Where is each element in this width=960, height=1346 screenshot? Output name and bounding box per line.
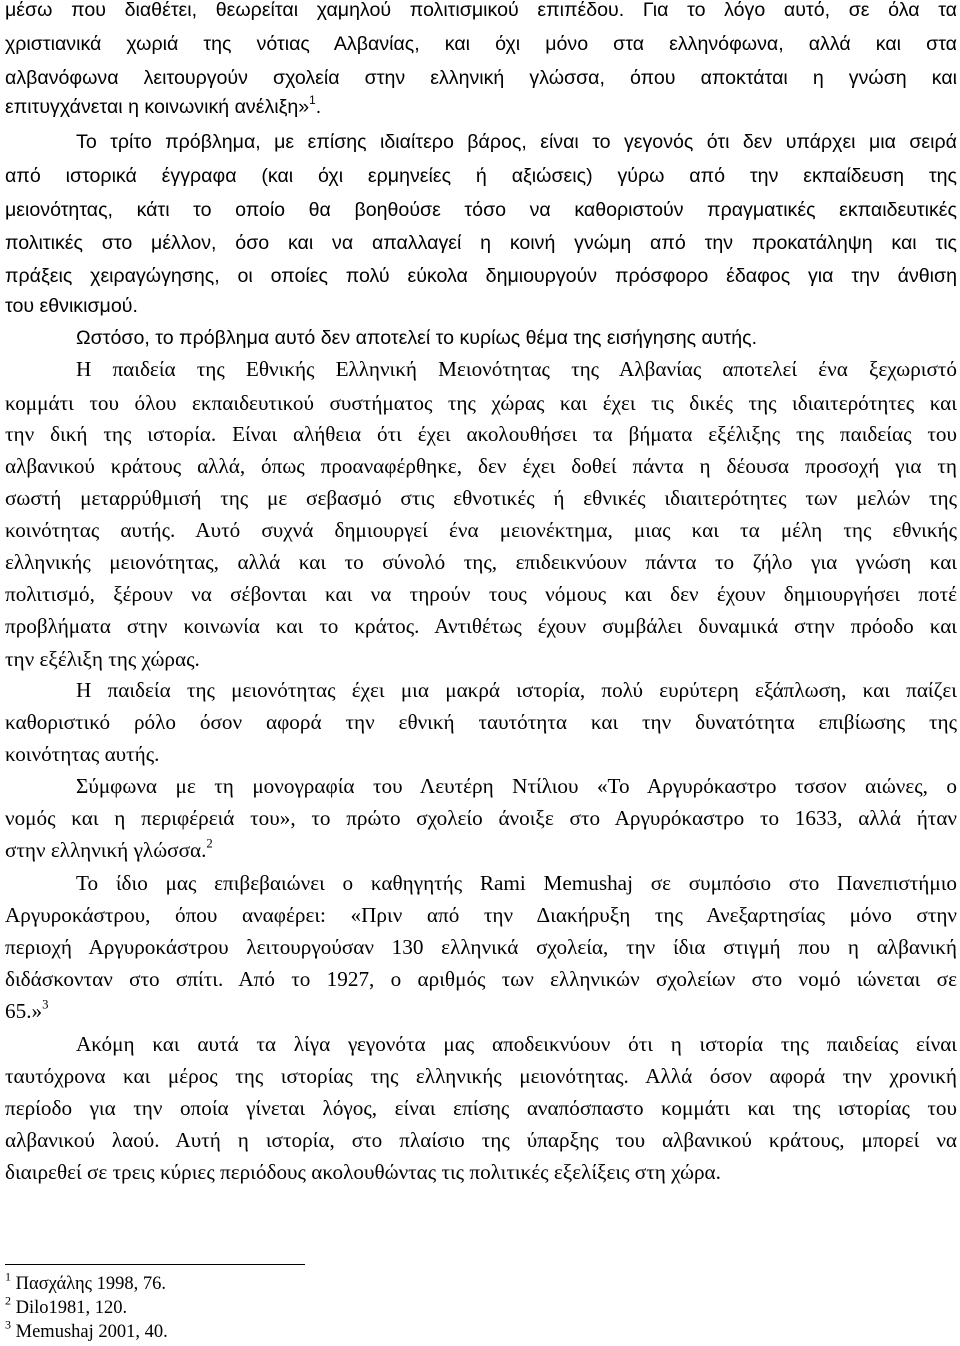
footnote-text: Πασχάλης 1998, 76.	[15, 1274, 166, 1294]
text-line: από ιστορικά έγγραφα (και όχι ερμηνείες ή αξιώσεις) γύρω από την εκπαίδευση της	[5, 165, 957, 187]
footnote-number: 3	[5, 1317, 12, 1332]
text-line: διαιρεθεί σε τρεις κύριες περιόδους ακολουθώντας τις πολιτικές εξελίξεις στη χώρα.	[5, 1160, 721, 1184]
text-line: μειονότητας, κάτι το οποίο θα βοηθούσε τόσο να καθοριστούν πραγματικές εκπαιδευτικές	[5, 199, 957, 221]
paragraph-first-line: Ακόμη και αυτά τα λίγα γεγονότα μας αποδεικνύουν ότι η ιστορία της παιδείας είναι	[76, 1032, 957, 1056]
text-line: σωστή μεταρρύθμισή της με σεβασμό στις εθνοτικές ή εθνικές ιδιαιτερότητες των μελών της	[5, 486, 957, 510]
footnote-separator	[5, 1264, 305, 1265]
paragraph-first-line: Το τρίτο πρόβλημα, με επίσης ιδιαίτερο βάρος, είναι το γεγονός ότι δεν υπάρχει μια σειρά	[76, 131, 957, 153]
text-line: πολιτικές στο μέλλον, όσο και να απαλλαγεί η κοινή γνώμη από την προκατάληψη και τις	[5, 232, 957, 254]
footnote-ref: 2	[206, 836, 213, 851]
text-line: κομμάτι του όλου εκπαιδευτικού συστήματος της χώρας και έχει τις δικές της ιδιαιτερότητες και	[5, 391, 957, 415]
paragraph-first-line: Η παιδεία της μειονότητας έχει μια μακρά ιστορία, πολύ ευρύτερη εξάπλωση, και παίζει	[76, 678, 957, 702]
text-line: νομός και η περιφέρειά του», το πρώτο σχολείο άνοιξε στο Αργυρόκαστρο το 1633, αλλά ήταν	[5, 806, 957, 830]
text-line: 65.»$^3$	[5, 997, 49, 1023]
text-line: στην ελληνική γλώσσα.$^2$	[5, 836, 213, 862]
text-line: χριστιανικά χωριά της νότιας Αλβανίας, και όχι μόνο στα ελληνόφωνα, αλλά και στα	[5, 33, 957, 55]
text-line: πράξεις χειραγώγησης, οι οποίες πολύ εύκολα δημιουργούν πρόσφορο έδαφος για την άνθιση	[5, 265, 957, 287]
footnote-text: Dilo1981, 120.	[15, 1298, 128, 1318]
footnote	[5, 1317, 405, 1344]
footnote-number: 2	[5, 1293, 12, 1308]
text-line: αλβανικού κράτους αλλά, όπως προαναφέρθηκε, δεν έχει δοθεί πάντα η δέουσα προσοχή για τη	[5, 454, 957, 478]
text-line: επιτυγχάνεται η κοινωνική ανέλιξη»$^1$.	[5, 94, 322, 118]
text-line: περίοδο για την οποία γίνεται λόγος, είναι επίσης αναπόσπαστο κομμάτι και της ιστορίας του	[5, 1096, 957, 1120]
text-line: την εξέλιξη της χώρας.	[5, 647, 200, 671]
footnote	[5, 1269, 405, 1296]
footnote-number: 1	[5, 1269, 12, 1284]
text-line: ελληνικής μειονότητας, αλλά και το σύνολό της, επιδεικνύουν πάντα το ζήλο για γνώση και	[5, 550, 957, 574]
footnote-ref: 3	[42, 997, 49, 1012]
text-line: κοινότητας αυτής. Αυτό συχνά δημιουργεί ένα μειονέκτημα, μιας και τα μέλη της εθνικής	[5, 518, 957, 542]
text-line: προβλήματα στην κοινωνία και το κράτος. Αντιθέτως έχουν συμβάλει δυναμικά στην πρόοδο και	[5, 614, 957, 638]
paragraph-first-line: Σύμφωνα με τη μονογραφία του Λευτέρη Ντίλιου «Το Αργυρόκαστρο τσσον αιώνες, ο	[76, 774, 957, 798]
text-line: καθοριστικό ρόλο όσον αφορά την εθνική ταυτότητα και την δυνατότητα επιβίωσης της	[5, 710, 957, 734]
text-line: αλβανικού λαού. Αυτή η ιστορία, στο πλαίσιο της ύπαρξης του αλβανικού κράτους, μπορεί να	[5, 1128, 957, 1152]
paragraph-first-line: Η παιδεία της Εθνικής Ελληνική Μειονότητας της Αλβανίας αποτελεί ένα ξεχωριστό	[76, 357, 957, 381]
text-line: κοινότητας αυτής.	[5, 742, 160, 766]
footnote	[5, 1293, 405, 1320]
text-line: ταυτόχρονα και μέρος της ιστορίας της ελληνικής μειονότητας. Αλλά όσον αφορά την χρονική	[5, 1064, 957, 1088]
footnote-ref: 1	[309, 94, 316, 108]
paragraph-first-line: Το ίδιο μας επιβεβαιώνει ο καθηγητής Rami Memushaj σε συμπόσιο στο Πανεπιστήμιο	[76, 871, 957, 895]
text-line: διδάσκονταν στο σπίτι. Από το 1927, ο αριθμός των ελληνικών σχολείων στο νομό ιώνεται σε	[5, 967, 957, 991]
text-line: του εθνικισμού.	[5, 295, 138, 317]
text-line: πολιτισμό, ξέρουν να σέβονται και να τηρούν τους νόμους και δεν έχουν δημιουργήσει ποτέ	[5, 582, 957, 606]
text-line: περιοχή Αργυροκάστρου λειτουργούσαν 130 ελληνικά σχολεία, την ίδια στιγμή που η αλβανική	[5, 935, 957, 959]
text-line: την δική της ιστορία. Είναι αλήθεια ότι έχει ακολουθήσει τα βήματα εξέλιξης της παιδείας του	[5, 422, 957, 446]
paragraph-first-line: Ωστόσο, το πρόβλημα αυτό δεν αποτελεί το κυρίως θέμα της εισήγησης αυτής.	[76, 327, 758, 349]
text-line: μέσω που διαθέτει, θεωρείται χαμηλού πολιτισμικού επιπέδου. Για το λόγο αυτό, σε όλα τα	[5, 0, 957, 21]
footnote-text: Memushaj 2001, 40.	[15, 1322, 168, 1342]
text-line: Αργυροκάστρου, όπου αναφέρει: «Πριν από την Διακήρυξη της Ανεξαρτησίας μόνο στην	[5, 903, 957, 927]
text-line: αλβανόφωνα λειτουργούν σχολεία στην ελληνική γλώσσα, όπου αποκτάται η γνώση και	[5, 67, 957, 89]
